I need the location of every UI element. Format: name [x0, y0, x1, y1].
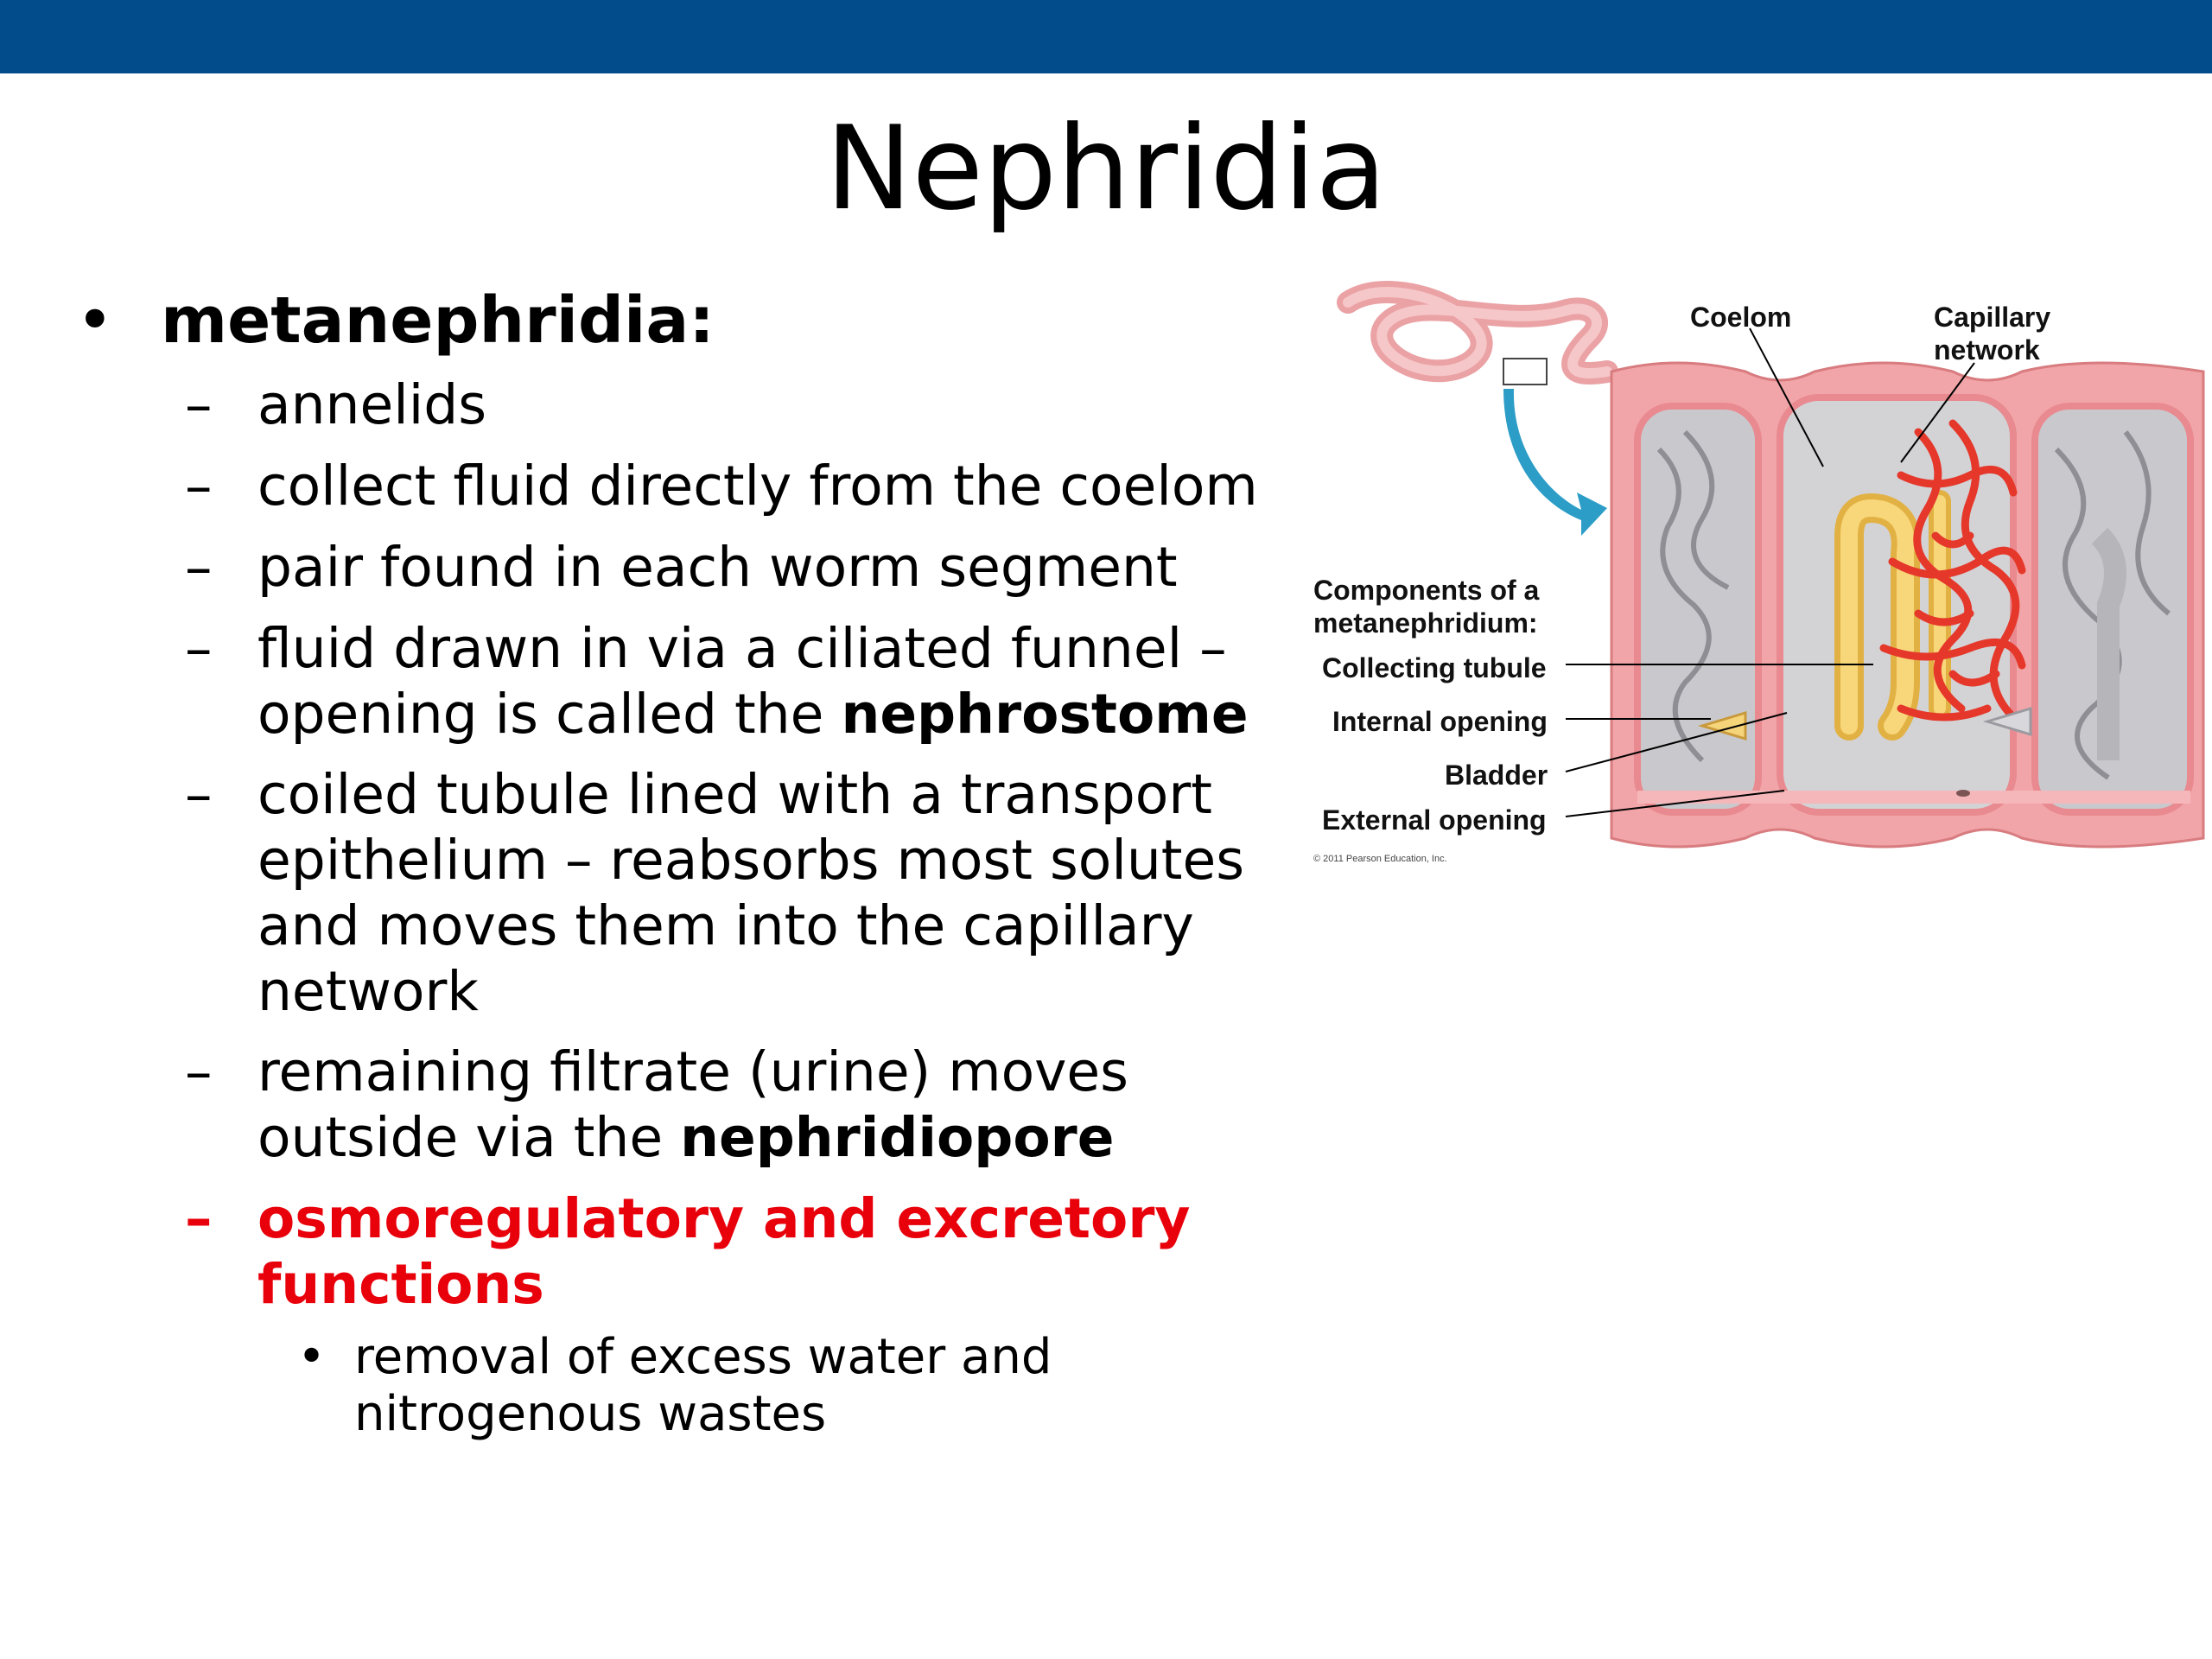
list-item-line: outside via the [257, 1106, 681, 1169]
arrow-icon [1503, 389, 1607, 536]
label-collecting-tubule: Collecting tubule [1322, 652, 1547, 683]
dash-icon: – [185, 763, 213, 826]
copyright-note: © 2011 Pearson Education, Inc. [1313, 854, 1447, 864]
dash-icon: – [185, 617, 213, 680]
list-item-text [257, 1186, 1294, 1318]
list-item-line: functions [257, 1253, 544, 1316]
label-capillary-line1: Capillary [1934, 302, 2051, 333]
list-item-line: network [257, 960, 479, 1023]
bullet-label: metanephridia: [161, 283, 715, 358]
bullet-dot-icon: • [297, 1329, 327, 1385]
label-components-line1: Components of a [1313, 575, 1540, 606]
list-item-text: annelids [257, 373, 487, 436]
list-item-text: pair found in each worm segment [257, 536, 1178, 599]
label-coelom: Coelom [1690, 302, 1792, 333]
list-item-line: coiled tubule lined with a transport [257, 763, 1212, 826]
list-item-line: remaining filtrate (urine) moves [257, 1040, 1128, 1103]
slide-title: Nephridia [825, 101, 1387, 236]
dash-icon: – [185, 373, 213, 436]
dash-icon: – [185, 454, 213, 518]
label-capillary-line2: network [1934, 334, 2040, 365]
list-item-line: and moves them into the capillary [257, 894, 1194, 957]
term-nephrostome: nephrostome [841, 683, 1249, 746]
sub-list-item-line: removal of excess water and [354, 1329, 1052, 1385]
metanephridium-figure [1296, 276, 2212, 881]
list-item-text: collect fluid directly from the coelom [257, 454, 1258, 518]
worm-icon [1348, 292, 1607, 385]
dash-icon: – [185, 1040, 213, 1103]
term-nephridiopore: nephridiopore [680, 1106, 1115, 1169]
list-item-text [257, 762, 1294, 1025]
label-internal-opening: Internal opening [1332, 706, 1548, 737]
external-opening [1956, 790, 1970, 797]
label-bladder: Bladder [1445, 760, 1548, 791]
bullet-dot-icon: • [76, 283, 114, 358]
list-item-text [257, 616, 1294, 747]
dash-icon: – [185, 1187, 213, 1250]
sub-list-item-text [354, 1329, 1052, 1443]
sub-list-item-line: nitrogenous wastes [354, 1386, 827, 1442]
label-components-line2: metanephridium: [1313, 607, 1538, 639]
list-item-text [257, 1039, 1294, 1171]
label-external-opening: External opening [1322, 804, 1547, 836]
list-item-line: epithelium – reabsorbs most solutes [257, 829, 1245, 892]
list-item-line: osmoregulatory and excretory [257, 1187, 1191, 1250]
list-item-line: fluid drawn in via a ciliated funnel – [257, 617, 1227, 680]
list-item-line: opening is called the [257, 683, 842, 746]
dash-icon: – [185, 536, 213, 599]
